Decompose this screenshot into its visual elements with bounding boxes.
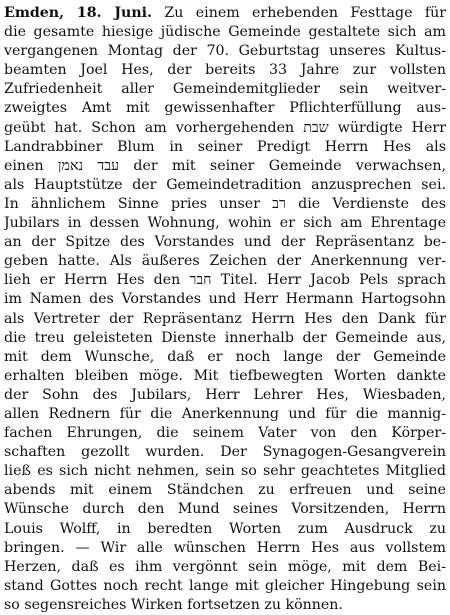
article-line-3: vergangenen Montag der 70. Geburtstag unseres Kultus- xyxy=(4,43,446,60)
article-line-5: Zufriedenheit aller Gemeindemitglieder sein weitver- xyxy=(4,81,446,98)
article-line-25: ließ es sich nicht nehmen, sein so sehr geachtetes Mitglied xyxy=(4,463,446,480)
article-line-17: als Vertreter der Repräsentanz Herrn Hes den Dank für xyxy=(4,310,446,327)
article-line-13: an der Spitze des Vorstandes und der Repräsentanz be- xyxy=(4,234,446,251)
article-line-11: In ähnlichem Sinne pries unser רב die Verdienste des xyxy=(4,195,446,212)
article-line-21: der Sohn des Jubilars, Herr Lehrer Hes, Wiesbaden, xyxy=(4,386,446,403)
article-dateline: Emden, 18. Juni. xyxy=(4,5,152,21)
article-line-19: mit dem Wunsche, daß er noch lange der Gemeinde xyxy=(4,348,446,365)
article-line-28: Louis Wolff, in beredten Worten zum Ausdruck zu xyxy=(4,520,446,537)
newspaper-article xyxy=(4,4,446,615)
article-line-22: allen Rednern für die Anerkennung und für die mannig- xyxy=(4,405,446,422)
article-line-16: im Namen des Vorstandes und Herr Hermann Hartogsohn xyxy=(4,291,446,308)
article-line-10: als Hauptstütze der Gemeindetradition anzusprechen sei. xyxy=(4,176,446,193)
article-line-1-text: Zu einem erhebenden Festtage für xyxy=(164,5,446,21)
article-line-7: geübt hat. Schon am vorhergehenden שבת würdigte Herr xyxy=(4,119,446,136)
article-line-6: zweigtes Amt mit gewissenhafter Pflichterfüllung aus- xyxy=(4,100,446,117)
article-line-15: lieh er Herrn Hes den חבר Titel. Herr Jacob Pels sprach xyxy=(4,272,446,289)
article-line-12: Jubilars in dessen Wohnung, wohin er sich am Ehrentage xyxy=(4,215,446,232)
article-line-32: so segensreiches Wirken fortsetzen zu können. xyxy=(4,596,343,613)
article-line-2: die gesamte hiesige jüdische Gemeinde gestaltete sich am xyxy=(4,24,446,41)
article-line-4: beamten Joel Hes, der bereits 33 Jahre zur vollsten xyxy=(4,62,446,79)
article-line-1 xyxy=(4,4,446,23)
article-line-26: abends mit einem Ständchen zu erfreuen und seine xyxy=(4,482,446,499)
article-line-31: stand Gottes noch recht lange mit gleicher Hingebung sein xyxy=(4,577,446,594)
article-line-23: fachen Ehrungen, die seinem Vater von den Körper- xyxy=(4,425,446,442)
article-line-30: Herzen, daß es ihm vergönnt sein möge, mit dem Bei- xyxy=(4,558,446,575)
article-line-9: einen עבד נאמן der mit seiner Gemeinde verwachsen, xyxy=(4,157,446,174)
article-line-29: bringen. — Wir alle wünschen Herrn Hes aus vollstem xyxy=(4,539,446,556)
article-line-20: erhalten bleiben möge. Mit tiefbewegten Worten dankte xyxy=(4,367,446,384)
article-line-14: geben hatte. Als äußeres Zeichen der Anerkennung ver- xyxy=(4,253,446,270)
article-line-24: schaften gezollt wurden. Der Synagogen-Gesangverein xyxy=(4,444,446,461)
article-line-18: die treu geleisteten Dienste innerhalb der Gemeinde aus, xyxy=(4,329,446,346)
article-line-8: Landrabbiner Blum in seiner Predigt Herrn Hes als xyxy=(4,138,446,155)
article-line-27: Wünsche durch den Mund seines Vorsitzenden, Herrn xyxy=(4,501,446,518)
